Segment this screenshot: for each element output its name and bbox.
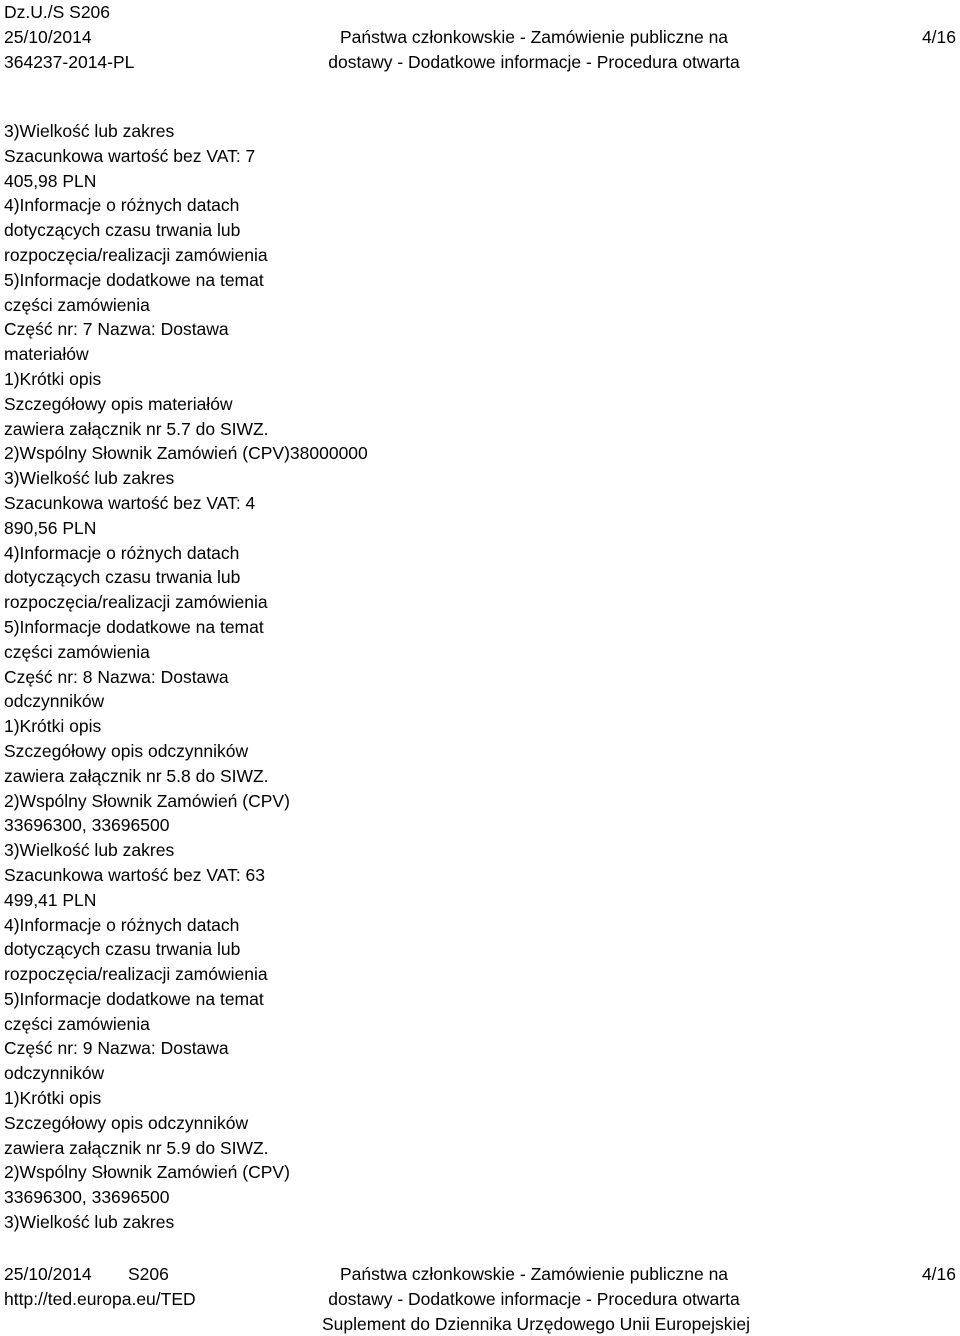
body-line: 5)Informacje dodatkowe na temat bbox=[4, 269, 264, 290]
page-footer bbox=[0, 1262, 960, 1332]
body-line: dotyczących czasu trwania lub bbox=[4, 567, 241, 588]
body-line: odczynników bbox=[4, 1063, 105, 1084]
body-line: części zamówienia bbox=[4, 294, 150, 315]
body-line: Część nr: 8 Nazwa: Dostawa bbox=[4, 666, 229, 687]
body-line: zawiera załącznik nr 5.7 do SIWZ. bbox=[4, 418, 269, 439]
header-reference: Dz.U./S S206 bbox=[4, 2, 111, 22]
header-date: 25/10/2014 bbox=[4, 26, 92, 47]
footer-page-number: 4/16 bbox=[921, 1264, 956, 1284]
body-line: Szczegółowy opis materiałów bbox=[4, 393, 233, 414]
document-body bbox=[4, 119, 704, 1235]
body-line: 2)Wspólny Słownik Zamówień (CPV)38000000 bbox=[4, 443, 368, 464]
body-line: 1)Krótki opis bbox=[4, 368, 102, 389]
body-line: zawiera załącznik nr 5.8 do SIWZ. bbox=[4, 765, 269, 786]
body-line: 33696300, 33696500 bbox=[4, 1187, 170, 1208]
body-line: 405,98 PLN bbox=[4, 170, 97, 191]
body-line: 890,56 PLN bbox=[4, 517, 97, 538]
header-page-number: 4/16 bbox=[921, 26, 956, 47]
body-line: zawiera załącznik nr 5.9 do SIWZ. bbox=[4, 1137, 269, 1158]
footer-date-issue bbox=[4, 1262, 169, 1287]
body-line: Szacunkowa wartość bez VAT: 4 bbox=[4, 492, 256, 513]
body-line: rozpoczęcia/realizacji zamówienia bbox=[4, 964, 268, 985]
body-line: 2)Wspólny Słownik Zamówień (CPV) bbox=[4, 1162, 290, 1183]
body-line: 2)Wspólny Słownik Zamówień (CPV) bbox=[4, 790, 290, 811]
body-line: 3)Wielkość lub zakres bbox=[4, 1212, 175, 1233]
footer-title-line-1: Państwa członkowskie - Zamówienie publiczne na bbox=[339, 1264, 729, 1284]
footer-url-link[interactable]: http://ted.europa.eu/TED bbox=[4, 1288, 196, 1309]
body-line: 1)Krótki opis bbox=[4, 1088, 102, 1109]
body-line: części zamówienia bbox=[4, 1013, 150, 1034]
body-line: Szacunkowa wartość bez VAT: 7 bbox=[4, 145, 256, 166]
body-line: 3)Wielkość lub zakres bbox=[4, 468, 175, 489]
header-document-id: 364237-2014-PL bbox=[4, 51, 135, 72]
body-line: rozpoczęcia/realizacji zamówienia bbox=[4, 244, 268, 265]
body-line: rozpoczęcia/realizacji zamówienia bbox=[4, 592, 268, 613]
body-line: 1)Krótki opis bbox=[4, 716, 102, 737]
body-line: dotyczących czasu trwania lub bbox=[4, 220, 241, 241]
body-line: Część nr: 9 Nazwa: Dostawa bbox=[4, 1038, 229, 1059]
body-line: 3)Wielkość lub zakres bbox=[4, 121, 175, 141]
body-line: 3)Wielkość lub zakres bbox=[4, 840, 175, 861]
body-line: dotyczących czasu trwania lub bbox=[4, 939, 241, 960]
body-line: materiałów bbox=[4, 344, 89, 365]
body-line: 4)Informacje o różnych datach bbox=[4, 195, 240, 216]
body-line: Część nr: 7 Nazwa: Dostawa bbox=[4, 319, 229, 340]
body-line: 33696300, 33696500 bbox=[4, 815, 170, 836]
header-title-line-1: Państwa członkowskie - Zamówienie publiczne na bbox=[339, 26, 729, 47]
header-title-line-2: dostawy - Dodatkowe informacje - Procedura otwarta bbox=[328, 51, 740, 72]
body-line: Szczegółowy opis odczynników bbox=[4, 1112, 249, 1133]
footer-title-line-2: dostawy - Dodatkowe informacje - Procedura otwarta bbox=[328, 1288, 740, 1309]
body-line: 4)Informacje o różnych datach bbox=[4, 914, 240, 935]
body-line: 5)Informacje dodatkowe na temat bbox=[4, 988, 264, 1009]
body-line: odczynników bbox=[4, 691, 105, 712]
body-line: Szacunkowa wartość bez VAT: 63 bbox=[4, 864, 266, 885]
body-line: 4)Informacje o różnych datach bbox=[4, 542, 240, 563]
body-line: Szczegółowy opis odczynników bbox=[4, 740, 249, 761]
footer-date: 25/10/2014 bbox=[4, 1264, 92, 1284]
footer-title-line-3: Suplement do Dziennika Urzędowego Unii Europejskiej bbox=[322, 1313, 751, 1334]
body-line: 5)Informacje dodatkowe na temat bbox=[4, 616, 264, 637]
footer-issue: S206 bbox=[128, 1264, 169, 1284]
page-header bbox=[0, 0, 960, 70]
body-line: 499,41 PLN bbox=[4, 889, 97, 910]
body-line: części zamówienia bbox=[4, 641, 150, 662]
